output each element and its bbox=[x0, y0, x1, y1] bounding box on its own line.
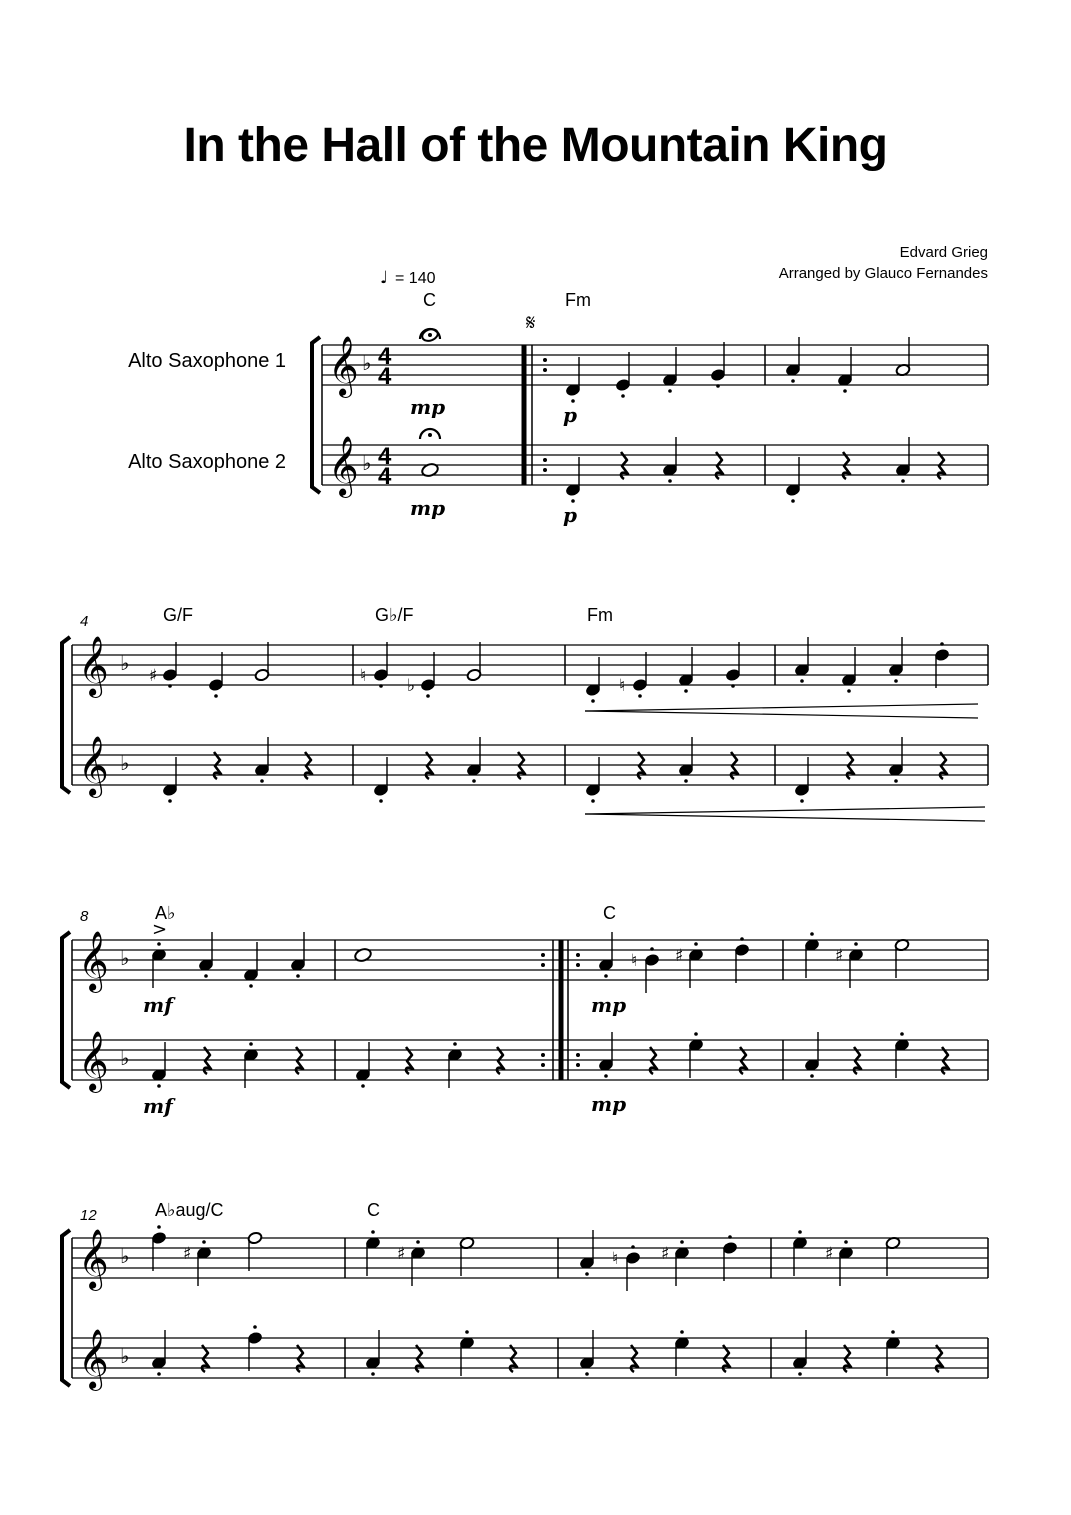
staccato-dot bbox=[891, 1330, 895, 1334]
staccato-dot bbox=[680, 1240, 684, 1244]
dynamic-mf: mf bbox=[143, 1094, 173, 1118]
time-signature-bottom: 4 bbox=[378, 463, 392, 490]
staccato-dot bbox=[740, 937, 744, 941]
chord-symbol: C bbox=[367, 1200, 380, 1220]
treble-clef: 𝄞 bbox=[78, 931, 109, 991]
repeat-dot bbox=[576, 1053, 580, 1057]
dynamic-mp: mp bbox=[591, 1092, 627, 1116]
staccato-dot bbox=[631, 1245, 635, 1249]
staccato-dot bbox=[371, 1372, 375, 1376]
staccato-dot bbox=[426, 694, 430, 698]
time-signature-bottom: 4 bbox=[378, 363, 392, 390]
key-signature-flat: ♭ bbox=[120, 1046, 130, 1070]
sharp-accidental: ♯ bbox=[661, 1244, 670, 1264]
tempo-marking: = 140 bbox=[395, 270, 436, 287]
repeat-dot bbox=[541, 1053, 545, 1057]
dynamic-mp: mp bbox=[591, 993, 627, 1017]
sharp-accidental: ♯ bbox=[149, 666, 158, 686]
natural-accidental: ♮ bbox=[619, 676, 626, 696]
chord-symbol: G♭/F bbox=[375, 605, 414, 625]
system-bracket bbox=[312, 337, 320, 493]
treble-clef: 𝄞 bbox=[78, 736, 109, 796]
measure-number: 4 bbox=[80, 613, 89, 630]
dynamic-mp: mp bbox=[410, 496, 446, 520]
staccato-dot bbox=[157, 942, 161, 946]
system-bracket bbox=[62, 637, 70, 793]
staccato-dot bbox=[253, 1325, 257, 1329]
staccato-dot bbox=[894, 679, 898, 683]
staccato-dot bbox=[900, 1032, 904, 1036]
accent-mark: > bbox=[152, 919, 168, 940]
natural-accidental: ♮ bbox=[631, 951, 638, 971]
repeat-dot bbox=[576, 963, 580, 967]
staccato-dot bbox=[371, 1230, 375, 1234]
repeat-dot bbox=[543, 358, 547, 362]
sharp-accidental: ♯ bbox=[825, 1244, 834, 1264]
key-signature-flat: ♭ bbox=[362, 451, 372, 475]
flat-accidental: ♭ bbox=[407, 676, 416, 696]
repeat-dot bbox=[576, 953, 580, 957]
staccato-dot bbox=[249, 1042, 253, 1046]
staccato-dot bbox=[296, 974, 300, 978]
staccato-dot bbox=[453, 1042, 457, 1046]
treble-clef: 𝄞 bbox=[328, 436, 359, 496]
page-title: In the Hall of the Mountain King bbox=[183, 119, 888, 172]
staccato-dot bbox=[379, 684, 383, 688]
staccato-dot bbox=[379, 799, 383, 803]
time-signature-top: 4 bbox=[378, 443, 392, 470]
treble-clef: 𝄞 bbox=[328, 336, 359, 396]
dynamic-mp: mp bbox=[410, 395, 446, 419]
staccato-dot bbox=[168, 799, 172, 803]
repeat-dot bbox=[543, 458, 547, 462]
crescendo-hairpin bbox=[585, 807, 985, 814]
repeat-dot bbox=[576, 1063, 580, 1067]
staccato-dot bbox=[168, 684, 172, 688]
staccato-dot bbox=[728, 1235, 732, 1239]
staccato-dot bbox=[604, 974, 608, 978]
staccato-dot bbox=[202, 1240, 206, 1244]
chord-symbol: C bbox=[423, 290, 436, 310]
staccato-dot bbox=[694, 1032, 698, 1036]
staccato-dot bbox=[800, 799, 804, 803]
chord-symbol: A♭aug/C bbox=[155, 1200, 224, 1220]
staccato-dot bbox=[810, 1074, 814, 1078]
staccato-dot bbox=[791, 379, 795, 383]
chord-symbol: A♭ bbox=[155, 903, 176, 923]
treble-clef: 𝄞 bbox=[78, 1031, 109, 1091]
staccato-dot bbox=[798, 1230, 802, 1234]
staccato-dot bbox=[157, 1372, 161, 1376]
repeat-dot bbox=[541, 953, 545, 957]
repeat-dot bbox=[541, 1063, 545, 1067]
staccato-dot bbox=[249, 984, 253, 988]
tempo-note: ♩ bbox=[380, 268, 389, 288]
staccato-dot bbox=[260, 779, 264, 783]
staccato-dot bbox=[361, 1084, 365, 1088]
staccato-dot bbox=[680, 1330, 684, 1334]
repeat-dot bbox=[543, 368, 547, 372]
staccato-dot bbox=[694, 942, 698, 946]
staccato-dot bbox=[791, 499, 795, 503]
staccato-dot bbox=[157, 1225, 161, 1229]
dynamic-p: p bbox=[563, 403, 577, 427]
staccato-dot bbox=[204, 974, 208, 978]
staccato-dot bbox=[585, 1372, 589, 1376]
instrument-label-sax2: Alto Saxophone 2 bbox=[128, 451, 286, 473]
natural-accidental: ♮ bbox=[360, 666, 367, 686]
key-signature-flat: ♭ bbox=[362, 351, 372, 375]
staccato-dot bbox=[621, 394, 625, 398]
staccato-dot bbox=[591, 699, 595, 703]
chord-symbol: C bbox=[603, 903, 616, 923]
staccato-dot bbox=[668, 389, 672, 393]
key-signature-flat: ♭ bbox=[120, 946, 130, 970]
crescendo-hairpin bbox=[585, 814, 985, 821]
staccato-dot bbox=[472, 779, 476, 783]
fermata-dot bbox=[428, 433, 432, 437]
measure-number: 8 bbox=[80, 908, 89, 925]
staccato-dot bbox=[604, 1074, 608, 1078]
dynamic-mf: mf bbox=[143, 993, 173, 1017]
staccato-dot bbox=[157, 1084, 161, 1088]
treble-clef: 𝄞 bbox=[78, 1229, 109, 1289]
staccato-dot bbox=[800, 679, 804, 683]
staccato-dot bbox=[798, 1372, 802, 1376]
sharp-accidental: ♯ bbox=[675, 946, 684, 966]
staccato-dot bbox=[668, 479, 672, 483]
staccato-dot bbox=[591, 799, 595, 803]
repeat-dot bbox=[541, 963, 545, 967]
key-signature-flat: ♭ bbox=[120, 751, 130, 775]
sharp-accidental: ♯ bbox=[183, 1244, 192, 1264]
staccato-dot bbox=[684, 779, 688, 783]
crescendo-hairpin bbox=[585, 711, 978, 718]
treble-clef: 𝄞 bbox=[78, 636, 109, 696]
chord-symbol: Fm bbox=[587, 605, 613, 625]
staccato-dot bbox=[465, 1330, 469, 1334]
staccato-dot bbox=[214, 694, 218, 698]
staccato-dot bbox=[684, 689, 688, 693]
staccato-dot bbox=[810, 932, 814, 936]
staccato-dot bbox=[844, 1240, 848, 1244]
composer-credit: Edvard Grieg bbox=[899, 244, 988, 261]
staccato-dot bbox=[416, 1240, 420, 1244]
segno-sign: 𝄋 bbox=[526, 311, 536, 336]
measure-number: 12 bbox=[80, 1207, 97, 1224]
arranger-credit: Arranged by Glauco Fernandes bbox=[778, 265, 988, 282]
natural-accidental: ♮ bbox=[612, 1249, 619, 1269]
staccato-dot bbox=[940, 642, 944, 646]
repeat-dot bbox=[543, 468, 547, 472]
sharp-accidental: ♯ bbox=[835, 946, 844, 966]
chord-symbol: Fm bbox=[565, 290, 591, 310]
system-bracket bbox=[62, 932, 70, 1088]
chord-symbol: G/F bbox=[163, 605, 193, 625]
system-bracket bbox=[62, 1230, 70, 1386]
staccato-dot bbox=[650, 947, 654, 951]
staccato-dot bbox=[901, 479, 905, 483]
key-signature-flat: ♭ bbox=[120, 651, 130, 675]
staccato-dot bbox=[854, 942, 858, 946]
fermata-dot bbox=[428, 333, 432, 337]
staccato-dot bbox=[894, 779, 898, 783]
sharp-accidental: ♯ bbox=[397, 1244, 406, 1264]
staccato-dot bbox=[847, 689, 851, 693]
staccato-dot bbox=[731, 684, 735, 688]
instrument-label-sax1: Alto Saxophone 1 bbox=[128, 350, 286, 372]
key-signature-flat: ♭ bbox=[120, 1344, 130, 1368]
staccato-dot bbox=[843, 389, 847, 393]
treble-clef: 𝄞 bbox=[78, 1329, 109, 1389]
staccato-dot bbox=[585, 1272, 589, 1276]
staccato-dot bbox=[638, 694, 642, 698]
crescendo-hairpin bbox=[585, 704, 978, 711]
dynamic-p: p bbox=[563, 503, 577, 527]
key-signature-flat: ♭ bbox=[120, 1244, 130, 1268]
staccato-dot bbox=[716, 384, 720, 388]
time-signature-top: 4 bbox=[378, 343, 392, 370]
